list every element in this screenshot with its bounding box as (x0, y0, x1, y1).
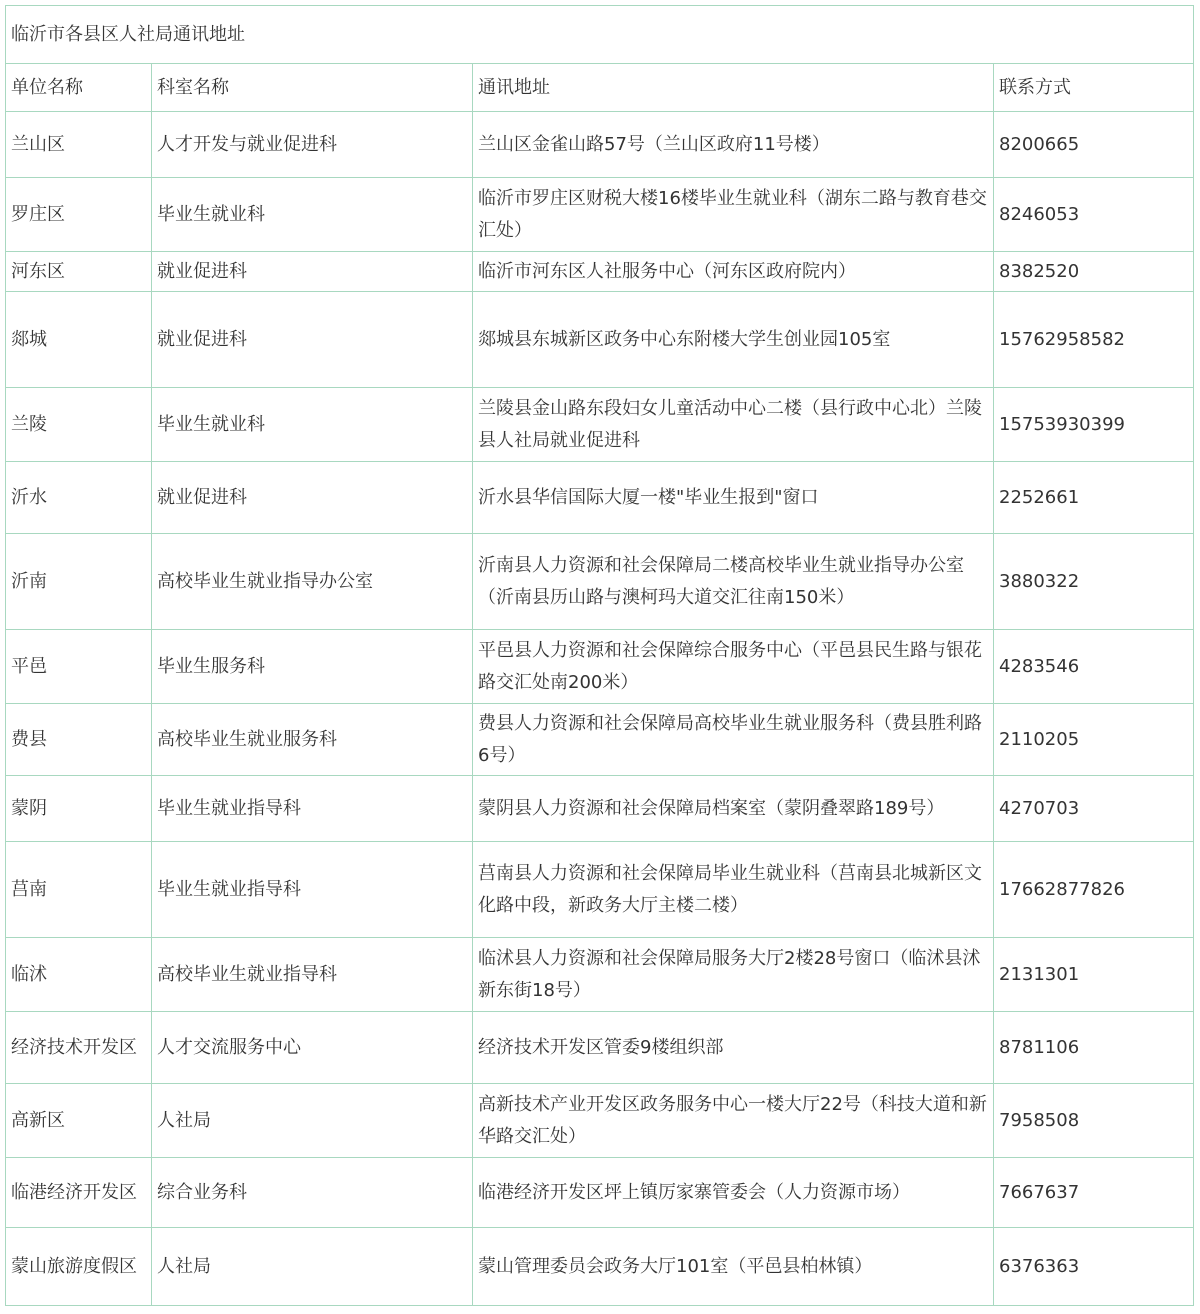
cell-unit: 沂水 (6, 462, 152, 534)
header-address: 通讯地址 (473, 64, 994, 112)
table-row (6, 534, 1194, 630)
cell-address: 临沂市河东区人社服务中心（河东区政府院内） (473, 252, 994, 292)
table-row (6, 178, 1194, 252)
cell-office: 毕业生就业科 (152, 178, 473, 252)
table-row (6, 1228, 1194, 1306)
cell-contact: 8200665 (994, 112, 1194, 178)
cell-unit: 经济技术开发区 (6, 1012, 152, 1084)
cell-office: 就业促进科 (152, 462, 473, 534)
cell-office: 高校毕业生就业指导科 (152, 938, 473, 1012)
cell-contact: 4270703 (994, 776, 1194, 842)
cell-address: 蒙阴县人力资源和社会保障局档案室（蒙阴叠翠路189号） (473, 776, 994, 842)
header-contact: 联系方式 (994, 64, 1194, 112)
cell-contact: 8382520 (994, 252, 1194, 292)
cell-unit: 费县 (6, 704, 152, 776)
cell-contact: 8246053 (994, 178, 1194, 252)
cell-unit: 蒙阴 (6, 776, 152, 842)
header-office: 科室名称 (152, 64, 473, 112)
cell-contact: 7667637 (994, 1158, 1194, 1228)
cell-office: 毕业生就业指导科 (152, 776, 473, 842)
cell-address: 郯城县东城新区政务中心东附楼大学生创业园105室 (473, 292, 994, 388)
cell-unit: 郯城 (6, 292, 152, 388)
cell-office: 人才交流服务中心 (152, 1012, 473, 1084)
table-row (6, 252, 1194, 292)
cell-contact: 2110205 (994, 704, 1194, 776)
header-row (6, 64, 1194, 112)
table-row (6, 704, 1194, 776)
cell-office: 人社局 (152, 1084, 473, 1158)
table-row (6, 388, 1194, 462)
cell-unit: 莒南 (6, 842, 152, 938)
cell-contact: 15762958582 (994, 292, 1194, 388)
cell-unit: 河东区 (6, 252, 152, 292)
address-table (5, 5, 1194, 1306)
cell-contact: 7958508 (994, 1084, 1194, 1158)
title-row (6, 6, 1194, 64)
cell-contact: 2252661 (994, 462, 1194, 534)
cell-address: 经济技术开发区管委9楼组织部 (473, 1012, 994, 1084)
cell-contact: 15753930399 (994, 388, 1194, 462)
cell-address: 沂南县人力资源和社会保障局二楼高校毕业生就业指导办公室（沂南县历山路与澳柯玛大道交汇往南150米） (473, 534, 994, 630)
cell-address: 兰陵县金山路东段妇女儿童活动中心二楼（县行政中心北）兰陵县人社局就业促进科 (473, 388, 994, 462)
cell-contact: 6376363 (994, 1228, 1194, 1306)
cell-unit: 蒙山旅游度假区 (6, 1228, 152, 1306)
cell-address: 临沂市罗庄区财税大楼16楼毕业生就业科（湖东二路与教育巷交汇处） (473, 178, 994, 252)
cell-address: 沂水县华信国际大厦一楼"毕业生报到"窗口 (473, 462, 994, 534)
cell-address: 蒙山管理委员会政务大厅101室（平邑县柏林镇） (473, 1228, 994, 1306)
cell-unit: 平邑 (6, 630, 152, 704)
cell-unit: 临沭 (6, 938, 152, 1012)
cell-contact: 2131301 (994, 938, 1194, 1012)
cell-office: 毕业生就业指导科 (152, 842, 473, 938)
cell-contact: 8781106 (994, 1012, 1194, 1084)
cell-address: 兰山区金雀山路57号（兰山区政府11号楼） (473, 112, 994, 178)
table-row (6, 630, 1194, 704)
cell-office: 就业促进科 (152, 292, 473, 388)
cell-unit: 兰山区 (6, 112, 152, 178)
cell-contact: 3880322 (994, 534, 1194, 630)
table-row (6, 112, 1194, 178)
cell-contact: 4283546 (994, 630, 1194, 704)
table-row (6, 462, 1194, 534)
table-row (6, 938, 1194, 1012)
cell-office: 就业促进科 (152, 252, 473, 292)
cell-office: 毕业生就业科 (152, 388, 473, 462)
cell-office: 毕业生服务科 (152, 630, 473, 704)
cell-office: 高校毕业生就业服务科 (152, 704, 473, 776)
cell-office: 高校毕业生就业指导办公室 (152, 534, 473, 630)
table-title: 临沂市各县区人社局通讯地址 (6, 6, 1194, 64)
cell-address: 临港经济开发区坪上镇厉家寨管委会（人力资源市场） (473, 1158, 994, 1228)
table-row (6, 1012, 1194, 1084)
cell-unit: 临港经济开发区 (6, 1158, 152, 1228)
cell-address: 莒南县人力资源和社会保障局毕业生就业科（莒南县北城新区文化路中段，新政务大厅主楼二楼） (473, 842, 994, 938)
cell-unit: 兰陵 (6, 388, 152, 462)
cell-unit: 高新区 (6, 1084, 152, 1158)
cell-office: 综合业务科 (152, 1158, 473, 1228)
table-row (6, 292, 1194, 388)
table-row (6, 776, 1194, 842)
table-row (6, 1158, 1194, 1228)
cell-unit: 沂南 (6, 534, 152, 630)
cell-office: 人才开发与就业促进科 (152, 112, 473, 178)
cell-unit: 罗庄区 (6, 178, 152, 252)
cell-address: 费县人力资源和社会保障局高校毕业生就业服务科（费县胜利路6号） (473, 704, 994, 776)
table-row (6, 842, 1194, 938)
table-row (6, 1084, 1194, 1158)
cell-address: 临沭县人力资源和社会保障局服务大厅2楼28号窗口（临沭县沭新东街18号） (473, 938, 994, 1012)
header-unit: 单位名称 (6, 64, 152, 112)
cell-address: 平邑县人力资源和社会保障综合服务中心（平邑县民生路与银花路交汇处南200米） (473, 630, 994, 704)
cell-address: 高新技术产业开发区政务服务中心一楼大厅22号（科技大道和新华路交汇处） (473, 1084, 994, 1158)
cell-office: 人社局 (152, 1228, 473, 1306)
cell-contact: 17662877826 (994, 842, 1194, 938)
